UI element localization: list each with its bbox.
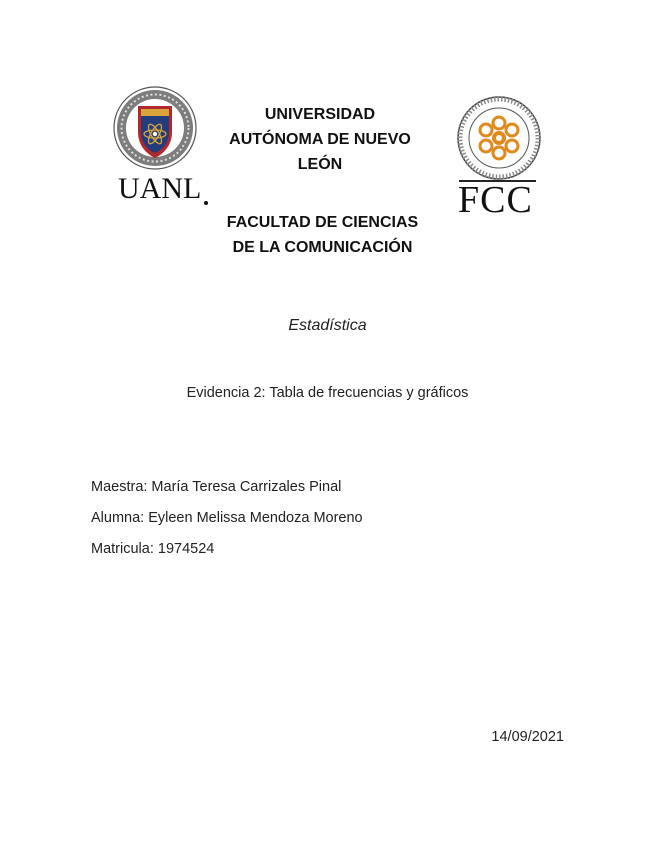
evidence-title: Evidencia 2: Tabla de frecuencias y gráficos (186, 385, 469, 401)
uanl-crest-icon (108, 86, 208, 176)
faculty-line-2: DE LA COMUNICACIÓN (232, 239, 413, 256)
university-line-1: UNIVERSIDAD (264, 106, 376, 123)
fcc-logo (456, 95, 542, 181)
university-line-2: AUTÓNOMA DE NUEVO (229, 131, 411, 148)
university-line-3: LEÓN (297, 156, 343, 173)
uanl-wordmark: UANL (118, 172, 202, 205)
course-name: Estadística (288, 317, 367, 334)
faculty-title (215, 210, 430, 260)
university-title (215, 102, 425, 177)
student-line: Alumna: Eyleen Melissa Mendoza Moreno (91, 510, 363, 526)
fcc-wordmark: FCC (458, 179, 533, 221)
fcc-seal-icon (456, 95, 542, 181)
id-line: Matricula: 1974524 (91, 541, 215, 557)
teacher-line: Maestra: María Teresa Carrizales Pinal (91, 479, 342, 495)
date: 14/09/2021 (491, 729, 564, 745)
uanl-dot (204, 201, 208, 205)
faculty-line-1: FACULTAD DE CIENCIAS (226, 214, 419, 231)
